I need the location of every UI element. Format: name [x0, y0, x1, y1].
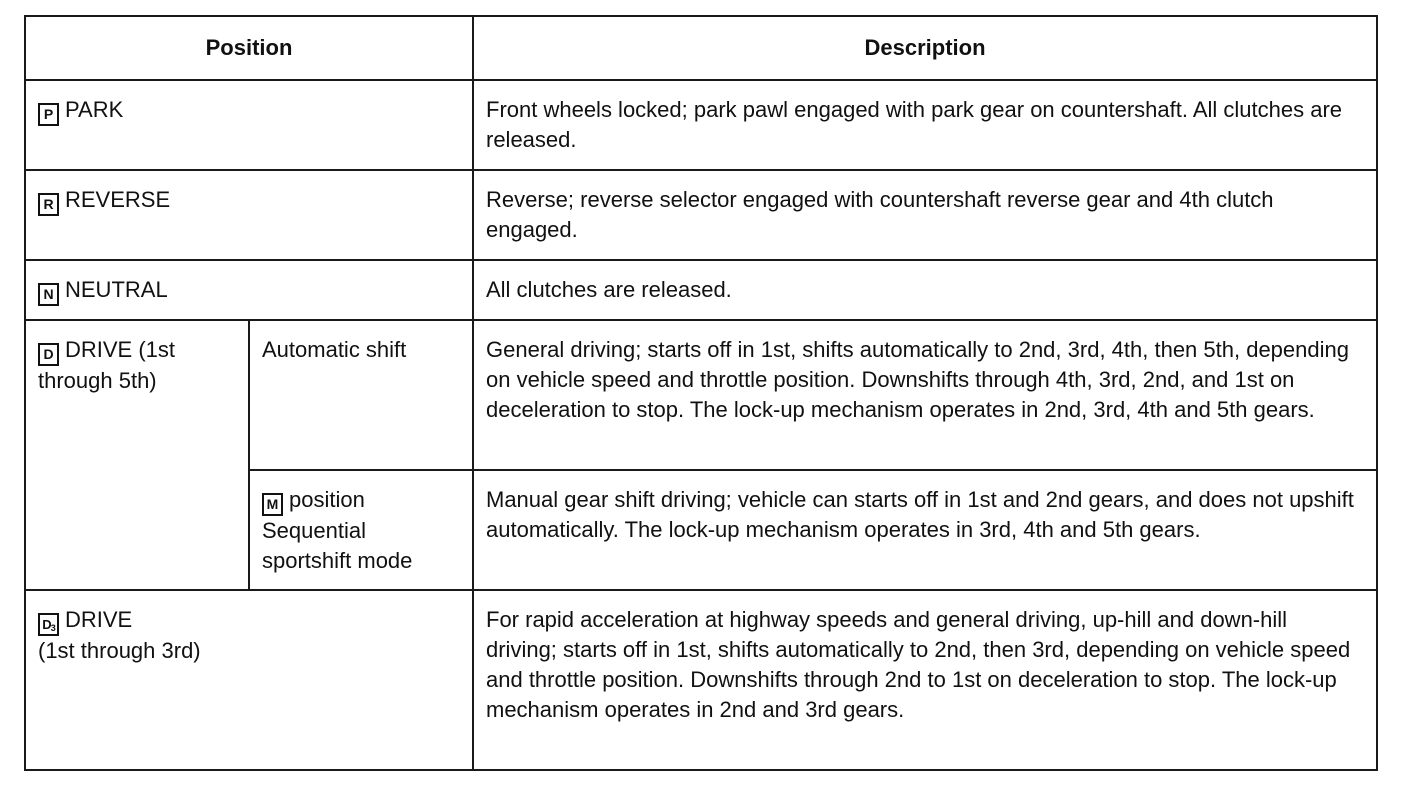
position-cell-park — [25, 80, 473, 170]
position-label-drive3: DRIVE — [65, 607, 133, 632]
position-header: Position — [25, 16, 473, 80]
position-cell-drive3 — [25, 590, 473, 770]
shift-position-table-container — [24, 15, 1376, 771]
shift-position-table — [24, 15, 1378, 771]
mode-cell-manual — [249, 470, 473, 590]
position-label-drive3-range: (1st through 3rd) — [38, 638, 201, 663]
position-label-reverse: REVERSE — [65, 187, 171, 212]
table-row-drive-automatic — [25, 320, 1377, 470]
n-position-icon: N — [38, 283, 59, 306]
position-label-neutral: NEUTRAL — [65, 277, 168, 302]
d3-icon-subscript: 3 — [50, 623, 55, 633]
position-cell-drive — [25, 320, 249, 590]
position-label-park: PARK — [65, 97, 124, 122]
r-position-icon: R — [38, 193, 59, 216]
description-cell-drive-manual: Manual gear shift driving; vehicle can starts off in 1st and 2nd gears, and does not upshift automatically. The lock-up mechanism operates in 3rd, 4th and 5th gears. — [473, 470, 1377, 590]
table-row-neutral — [25, 260, 1377, 320]
d-position-icon: D — [38, 343, 59, 366]
header-row — [25, 16, 1377, 80]
table-row-drive3 — [25, 590, 1377, 770]
description-cell-neutral: All clutches are released. — [473, 260, 1377, 320]
description-cell-park: Front wheels locked; park pawl engaged with park gear on countershaft. All clutches are released. — [473, 80, 1377, 170]
description-cell-drive3: For rapid acceleration at highway speeds and general driving, up-hill and down-hill driving; starts off in 1st, shifts automatically to 2nd, then 3rd, depending on vehicle speed and throttle position. Downshifts through 2nd to 1st on deceleration to stop. The lock-up mechanism operates in 2nd and 3rd gears. — [473, 590, 1377, 770]
d3-icon-letter: D — [42, 617, 51, 632]
position-label-drive: DRIVE (1st through 5th) — [38, 337, 176, 393]
m-position-icon: M — [262, 493, 283, 516]
table-row-reverse — [25, 170, 1377, 260]
position-cell-neutral — [25, 260, 473, 320]
mode-cell-automatic: Automatic shift — [249, 320, 473, 470]
description-cell-reverse: Reverse; reverse selector engaged with countershaft reverse gear and 4th clutch engaged. — [473, 170, 1377, 260]
mode-label-manual: position Sequential sportshift mode — [262, 487, 413, 573]
d3-position-icon — [38, 613, 59, 636]
position-cell-reverse — [25, 170, 473, 260]
table-row-park — [25, 80, 1377, 170]
description-header: Description — [473, 16, 1377, 80]
description-cell-drive-automatic: General driving; starts off in 1st, shifts automatically to 2nd, 3rd, 4th, then 5th, depending on vehicle speed and throttle position. Downshifts through 4th, 3rd, 2nd, and 1st on deceleration to stop. The lock-up mechanism operates in 2nd, 3rd, 4th and 5th gears. — [473, 320, 1377, 470]
p-position-icon: P — [38, 103, 59, 126]
